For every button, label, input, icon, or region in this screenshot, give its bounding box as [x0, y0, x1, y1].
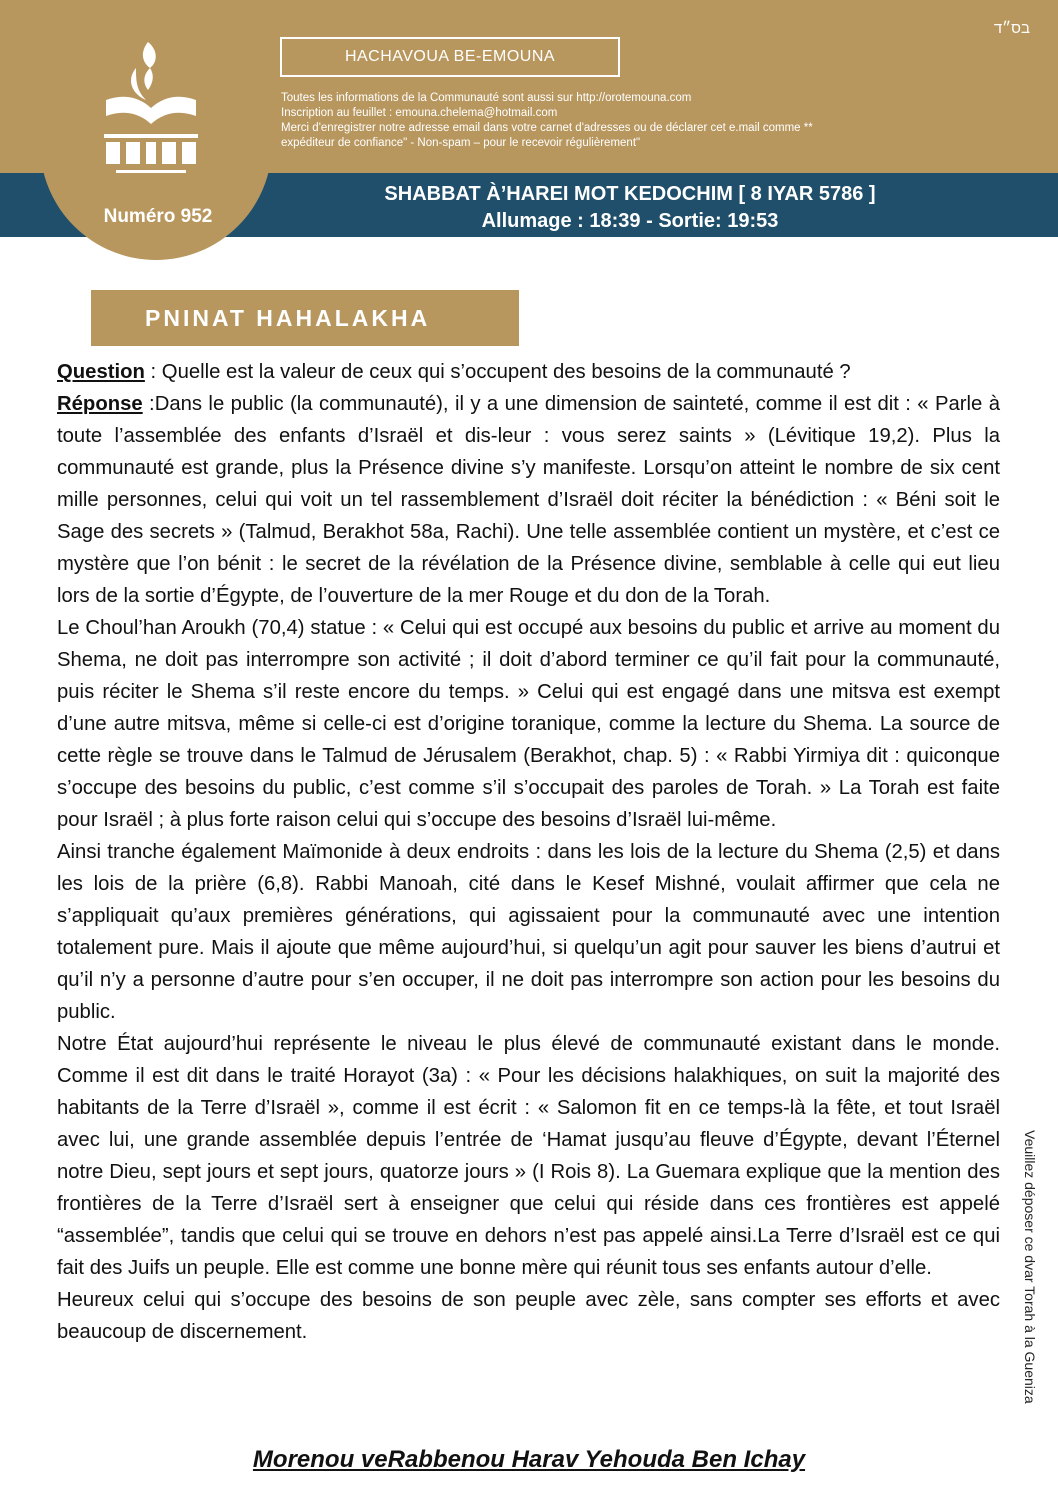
- bsd-mark: בס״ד: [993, 20, 1030, 37]
- article-paragraph: Le Choul’han Aroukh (70,4) statue : « Celui qui est occupé aux besoins du public et arrive au moment du Shema, ne doit pas interrompre son activité ; il doit d’abord terminer ce qu’il fait pour la communauté, puis réciter le Shema s’il reste encore du temps. » Celui qui est engagé dans une mitsva est exempt d’une autre mitsva, même si celle-ci est d’origine toranique, comme la lecture du Shema. La source de cette règle se trouve dans le Talmud de Jérusalem (Berakhot, chap. 5) : « Rabbi Yirmiya dit : quiconque s’occupe des besoins du public, c’est comme s’il s’occupait des paroles de Torah. » La Torah est faite pour Israël ; à plus forte raison celui qui s’occupe des besoins d’Israël lui-même.: [57, 617, 1000, 831]
- answer-paragraph: [57, 388, 1000, 612]
- info-lines: [281, 91, 981, 151]
- author-signature: Morenou veRabbenou Harav Yehouda Ben Ichay: [252, 1446, 806, 1473]
- geniza-note: Veuillez déposer ce dvar Torah à la Guenizа: [1022, 1130, 1038, 1404]
- article-paragraph: Notre État aujourd’hui représente le niveau le plus élevé de communauté existant dans le monde. Comme il est dit dans le traité Horayot (3a) : « Pour les décisions halakhiques, on suit la majorité des habitants de la Terre d’Israël », comme il est écrit : « Salomon fit en ce temps-là la fête, et tout Israël avec lui, une grande assemblée depuis l’entrée de ‘Hamat jusqu’au fleuve d’Égypte, devant l’Éternel notre Dieu, sept jours et sept jours, quatorze jours » (I Rois 8). La Guemara explique que la mention des frontières de la Terre d’Israël sert à enseigner que celui qui réside dans ces frontières est appelé “assemblée”, tandis que celui qui se trouve en dehors n’est pas appelé ainsi.La Terre d’Israël est ce qui fait des Juifs un peuple. Elle est comme une bonne mère qui réunit tous ses enfants autour d’elle.: [57, 1033, 1000, 1279]
- article-paragraph: Heureux celui qui s’occupe des besoins de son peuple avec zèle, sans compter ses efforts et avec beaucoup de discernement.: [57, 1289, 1000, 1343]
- question-text: : Quelle est la valeur de ceux qui s’occupent des besoins de la communauté ?: [144, 361, 851, 383]
- newsletter-title: HACHAVOUA BE-EMOUNA: [280, 37, 620, 77]
- question-paragraph: [57, 356, 1000, 388]
- section-title: PNINAT HAHALAKHA: [91, 290, 519, 346]
- emouna-logo-icon: [96, 38, 206, 180]
- issue-number: Numéro 952: [103, 206, 213, 227]
- article-body: [57, 356, 1000, 1348]
- info-line: expéditeur de confiance" - Non-spam – pour le recevoir régulièrement": [281, 137, 641, 149]
- info-line: Inscription au feuillet : emouna.chelema@hotmail.com: [281, 107, 558, 119]
- shabbat-title: SHABBAT À’HAREI MOT KEDOCHIM [ 8 IYAR 5786 ]: [384, 183, 876, 205]
- question-label: Question: [57, 361, 145, 383]
- answer-label: Réponse: [57, 393, 143, 415]
- article-paragraph: Ainsi tranche également Maïmonide à deux endroits : dans les lois de la lecture du Shema (2,5) et dans les lois de la prière (6,8). Rabbi Manoah, cité dans le Kesef Mishné, voulait affirmer que cela ne s’appliquait qu’aux premières générations, qui agissaient pour la communauté avec une intention totalement pure. Mais il ajoute que même aujourd’hui, si quelqu’un agit pour sauver les biens d’autrui et qu’il n’y a personne d’autre pour s’en occuper, il ne doit pas interrompre son action pour les besoins du public.: [57, 841, 1000, 1023]
- info-line: Merci d'enregistrer notre adresse email dans votre carnet d'adresses ou de déclarer cet e.mail comme **: [281, 122, 813, 134]
- answer-text: :Dans le public (la communauté), il y a une dimension de sainteté, comme il est dit : « Parle à toute l’assemblée des enfants d’Israël et dis-leur : vous serez saints » (Lévitique 19,2). Plus la communauté est grande, plus la Présence divine s’y manifeste. Lorsqu’on atteint le nombre de six cent mille personnes, celui qui voit un tel rassemblement d’Israël doit réciter la bénédiction : « Béni soit le Sage des secrets » (Talmud, Berakhot 58a, Rachi). Une telle assemblée contient un mystère, et c’est ce mystère que l’on bénit : le secret de la révélation de la Présence divine, semblable à celle qui eut lieu lors de la sortie d’Égypte, de l’ouverture de la mer Rouge et du don de la Torah.: [57, 393, 1000, 607]
- shabbat-info: [330, 181, 930, 235]
- info-line: Toutes les informations de la Communauté sont aussi sur http://orotemouna.com: [281, 92, 692, 104]
- shabbat-times: Allumage : 18:39 - Sortie: 19:53: [481, 210, 779, 232]
